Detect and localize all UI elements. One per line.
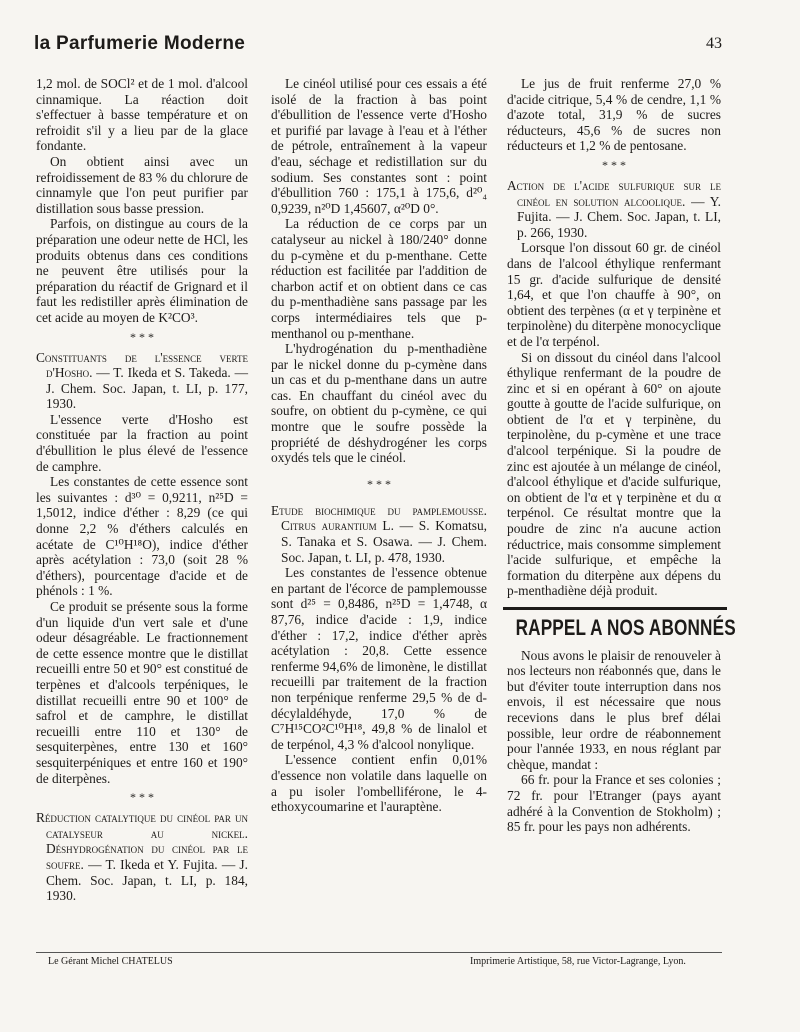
paragraph: L'hydrogénation du p-menthadiène par le nickel donne du p-cymène dans un cas et du p-menthane dans un autre cas. En chauffant du cinéol avec du soufre, on obtient du p-cymène, ce qui montre que le soufre possède la propriété de déshydrogéner les corps oxydés tels que le cinéol. xyxy=(271,341,487,466)
paragraph: Lorsque l'on dissout 60 gr. de cinéol dans de l'alcool éthylique renfermant 15 gr. d'acide sulfurique de densité 1,64, et que l'on chauffe à 90°, on obtient des terpènes (α et γ terpinène et terpinolène) du diterpène monocyclique et de l'α terpénol. xyxy=(507,240,721,349)
column-1 xyxy=(36,76,248,904)
page-number: 43 xyxy=(706,35,722,52)
paragraph: L'essence verte d'Hosho est constituée par la fraction au point d'ébullition le plus élevé de l'essence de camphre. xyxy=(36,411,248,474)
entry-reference: — S. Komatsu, S. Tanaka et S. Osawa. — J. Chem. Soc. Japan, t. LI, p. 478, 1930. xyxy=(281,518,487,565)
paragraph: L'essence contient enfin 0,01% d'essence non volatile dans laquelle on a pu isoler l'ombelliférone, le 4-ethoxycoumarine et l'auraptène. xyxy=(271,752,487,815)
running-title: la Parfumerie Moderne xyxy=(34,33,246,54)
paragraph: 66 fr. pour la France et ses colonies ; 72 fr. pour l'Etranger (pays ayant adhéré à la Convention de Stokholm) ; 85 fr. pour les pays non adhérents. xyxy=(507,772,721,835)
footer-divider xyxy=(36,952,722,953)
entry-reference: — Y. Fujita. — J. Chem. Soc. Japan, t. LI, p. 266, 1930. xyxy=(517,193,721,240)
entry-reference: — T. Ikeda et Y. Fujita. — J. Chem. Soc. Japan, t. LI, p. 184, 1930. xyxy=(46,856,248,904)
section-separator: * * * xyxy=(602,157,626,172)
entry-title: Constituants de l'essence verte d'Hosho. xyxy=(36,349,248,381)
paragraph: Le jus de fruit renferme 27,0 % d'acide citrique, 5,4 % de cendre, 1,1 % d'azote total, 31,9 % de sucres réducteurs, 45,6 % de sucres non réducteurs et 1,2 % de pentosane. xyxy=(507,76,721,154)
entry-heading xyxy=(36,350,248,412)
column-2 xyxy=(271,76,487,815)
notice-heading: RAPPEL A NOS ABONNÉS xyxy=(515,615,736,640)
entry-title: Etude biochimique du pamplemousse. Citrus aurantium L. xyxy=(271,502,487,534)
entry-heading xyxy=(507,178,721,240)
paragraph: Ce produit se présente sous la forme d'un liquide d'un vert sale et d'une odeur désagréable. Le fractionnement de cette essence montre que le distillat recueilli entre 50 et 90° est constitué de terpènes et d'alcools terpéniques, le distillat recueilli entre 90 et 100° de safrol et de camphre, le distillat recueilli entre 110 et 130° de sesquiterpènes, entre 130 et 160° sesquiterpéniques et entre 160 et 190° de diterpènes. xyxy=(36,599,248,786)
paragraph: Si on dissout du cinéol dans l'alcool éthylique renfermant de la poudre de zinc et si en opérant à 60° on ajoute goutte à goutte de l'acide sulfurique, on obtient de l'α et γ terpinène, du terpinolène, du p-cymène et une trace d'alcool terpénique. Si la poudre de zinc est ajoutée à un mélange de cinéol, d'alcool éthylique et d'acide sulfurique, on obtient de l'α et γ terpinène et du α terpénol. Ce résultat montre que la poudre de zinc n'a aucune action réductrice, mais consomme simplement l'acide sulfurique, et empêche la formation du diterpène aux dépens du p-menthadiène déjà produit. xyxy=(507,349,721,599)
column-3 xyxy=(507,76,736,835)
entry-title: Réduction catalytique du cinéol par un catalyseur au nickel. Déshydrogénation du cinéol par le soufre. xyxy=(36,810,248,872)
paragraph: Les constantes de cette essence sont les suivantes : d³⁰ = 0,9211, n²⁵D = 1,5012, indice d'éther : 8,29 (ce qui donne 2,2 % d'éthers calculés en acétate de C¹⁰H¹⁸O), indice d'éther après acétylation : 73,0 (soit 28 % d'éthers), pourcentage d'acide et de phénols : 1 %. xyxy=(36,474,248,599)
section-separator: * * * xyxy=(367,476,391,491)
paragraph: Nous avons le plaisir de renouveler à nos lecteurs non réabonnés que, dans le but d'éviter toute interruption dans nos envois, il est nécessaire que nous recevions dans le plus bref délai possible, leur ordre de réabonnement pour l'année 1933, en nous réglant par chèque, mandat : xyxy=(507,647,721,772)
paragraph: Le cinéol utilisé pour ces essais a été isolé de la fraction à bas point d'ébullition de l'essence verte d'Hosho et purifié par lavage à l'eau et à l'éther de pétrole, entraînement à la vapeur d'eau, séchage et redistillation sur du sodium. Ses constantes sont : point d'ébullition 760 : 175,1 à 175,6, d²⁰₄ 0,9239, n²⁰D 1,45607, α²⁰D 0°. xyxy=(271,76,487,216)
paragraph: La réduction de ce corps par un catalyseur au nickel à 180/240° donne du p-cymène et du p-menthane. Cette réduction est facilitée par l'addition de charbon actif et on obtient dans ce cas du p-menthadiène sans passage par les corps intermédiaires tels que p-menthanol ou p-menthane. xyxy=(271,216,487,341)
paragraph: 1,2 mol. de SOCl² et de 1 mol. d'alcool cinnamique. La réaction doit s'effectuer à basse température et on refroidit s'il y a lieu par de la glace fondante. xyxy=(36,76,248,154)
paragraph: Parfois, on distingue au cours de la préparation une odeur nette de HCl, les produits obtenus dans ces conditions ne peuvent être utilisés pour la préparation du réactif de Grignard et il faut les redistiller après élimination de cet acide au moyen de K²CO³. xyxy=(36,216,248,325)
entry-heading xyxy=(271,503,487,565)
entry-title: Action de l'acide sulfurique sur le cinéol en solution alcoolique. xyxy=(507,177,721,209)
footer-manager: Le Gérant Michel CHATELUS xyxy=(48,956,173,967)
divider-rule xyxy=(503,607,727,610)
footer-printer: Imprimerie Artistique, 58, rue Victor-Lagrange, Lyon. xyxy=(470,956,686,967)
entry-reference: — T. Ikeda et S. Takeda. — J. Chem. Soc. Japan, t. LI, p. 177, 1930. xyxy=(46,365,248,412)
paragraph: On obtient ainsi avec un refroidissement de 83 % du chlorure de cinnamyle que l'on peut purifier par distillation sous basse pression. xyxy=(36,153,248,216)
section-separator: * * * xyxy=(130,790,154,805)
paragraph: Les constantes de l'essence obtenue en partant de l'écorce de pamplemousse sont d²⁵ = 0,8486, n²⁵D = 1,4748, α 87,76, indice d'acide : 1,9, indice d'éther : 17,2, indice d'éther après acétylation : 20,8. Cette essence renferme 94,6% de limonène, le distillat recueilli par traitement de la fraction non terpénique renferme 29,5 % de d-décylaldéhyde, 17,0 % de C⁷H¹⁵CO²C¹⁰H¹⁸, 49,8 % de linalol et de terpénol, 4,3 % d'alcool nonylique. xyxy=(271,565,487,752)
entry-heading xyxy=(36,810,248,904)
section-separator: * * * xyxy=(130,329,154,344)
